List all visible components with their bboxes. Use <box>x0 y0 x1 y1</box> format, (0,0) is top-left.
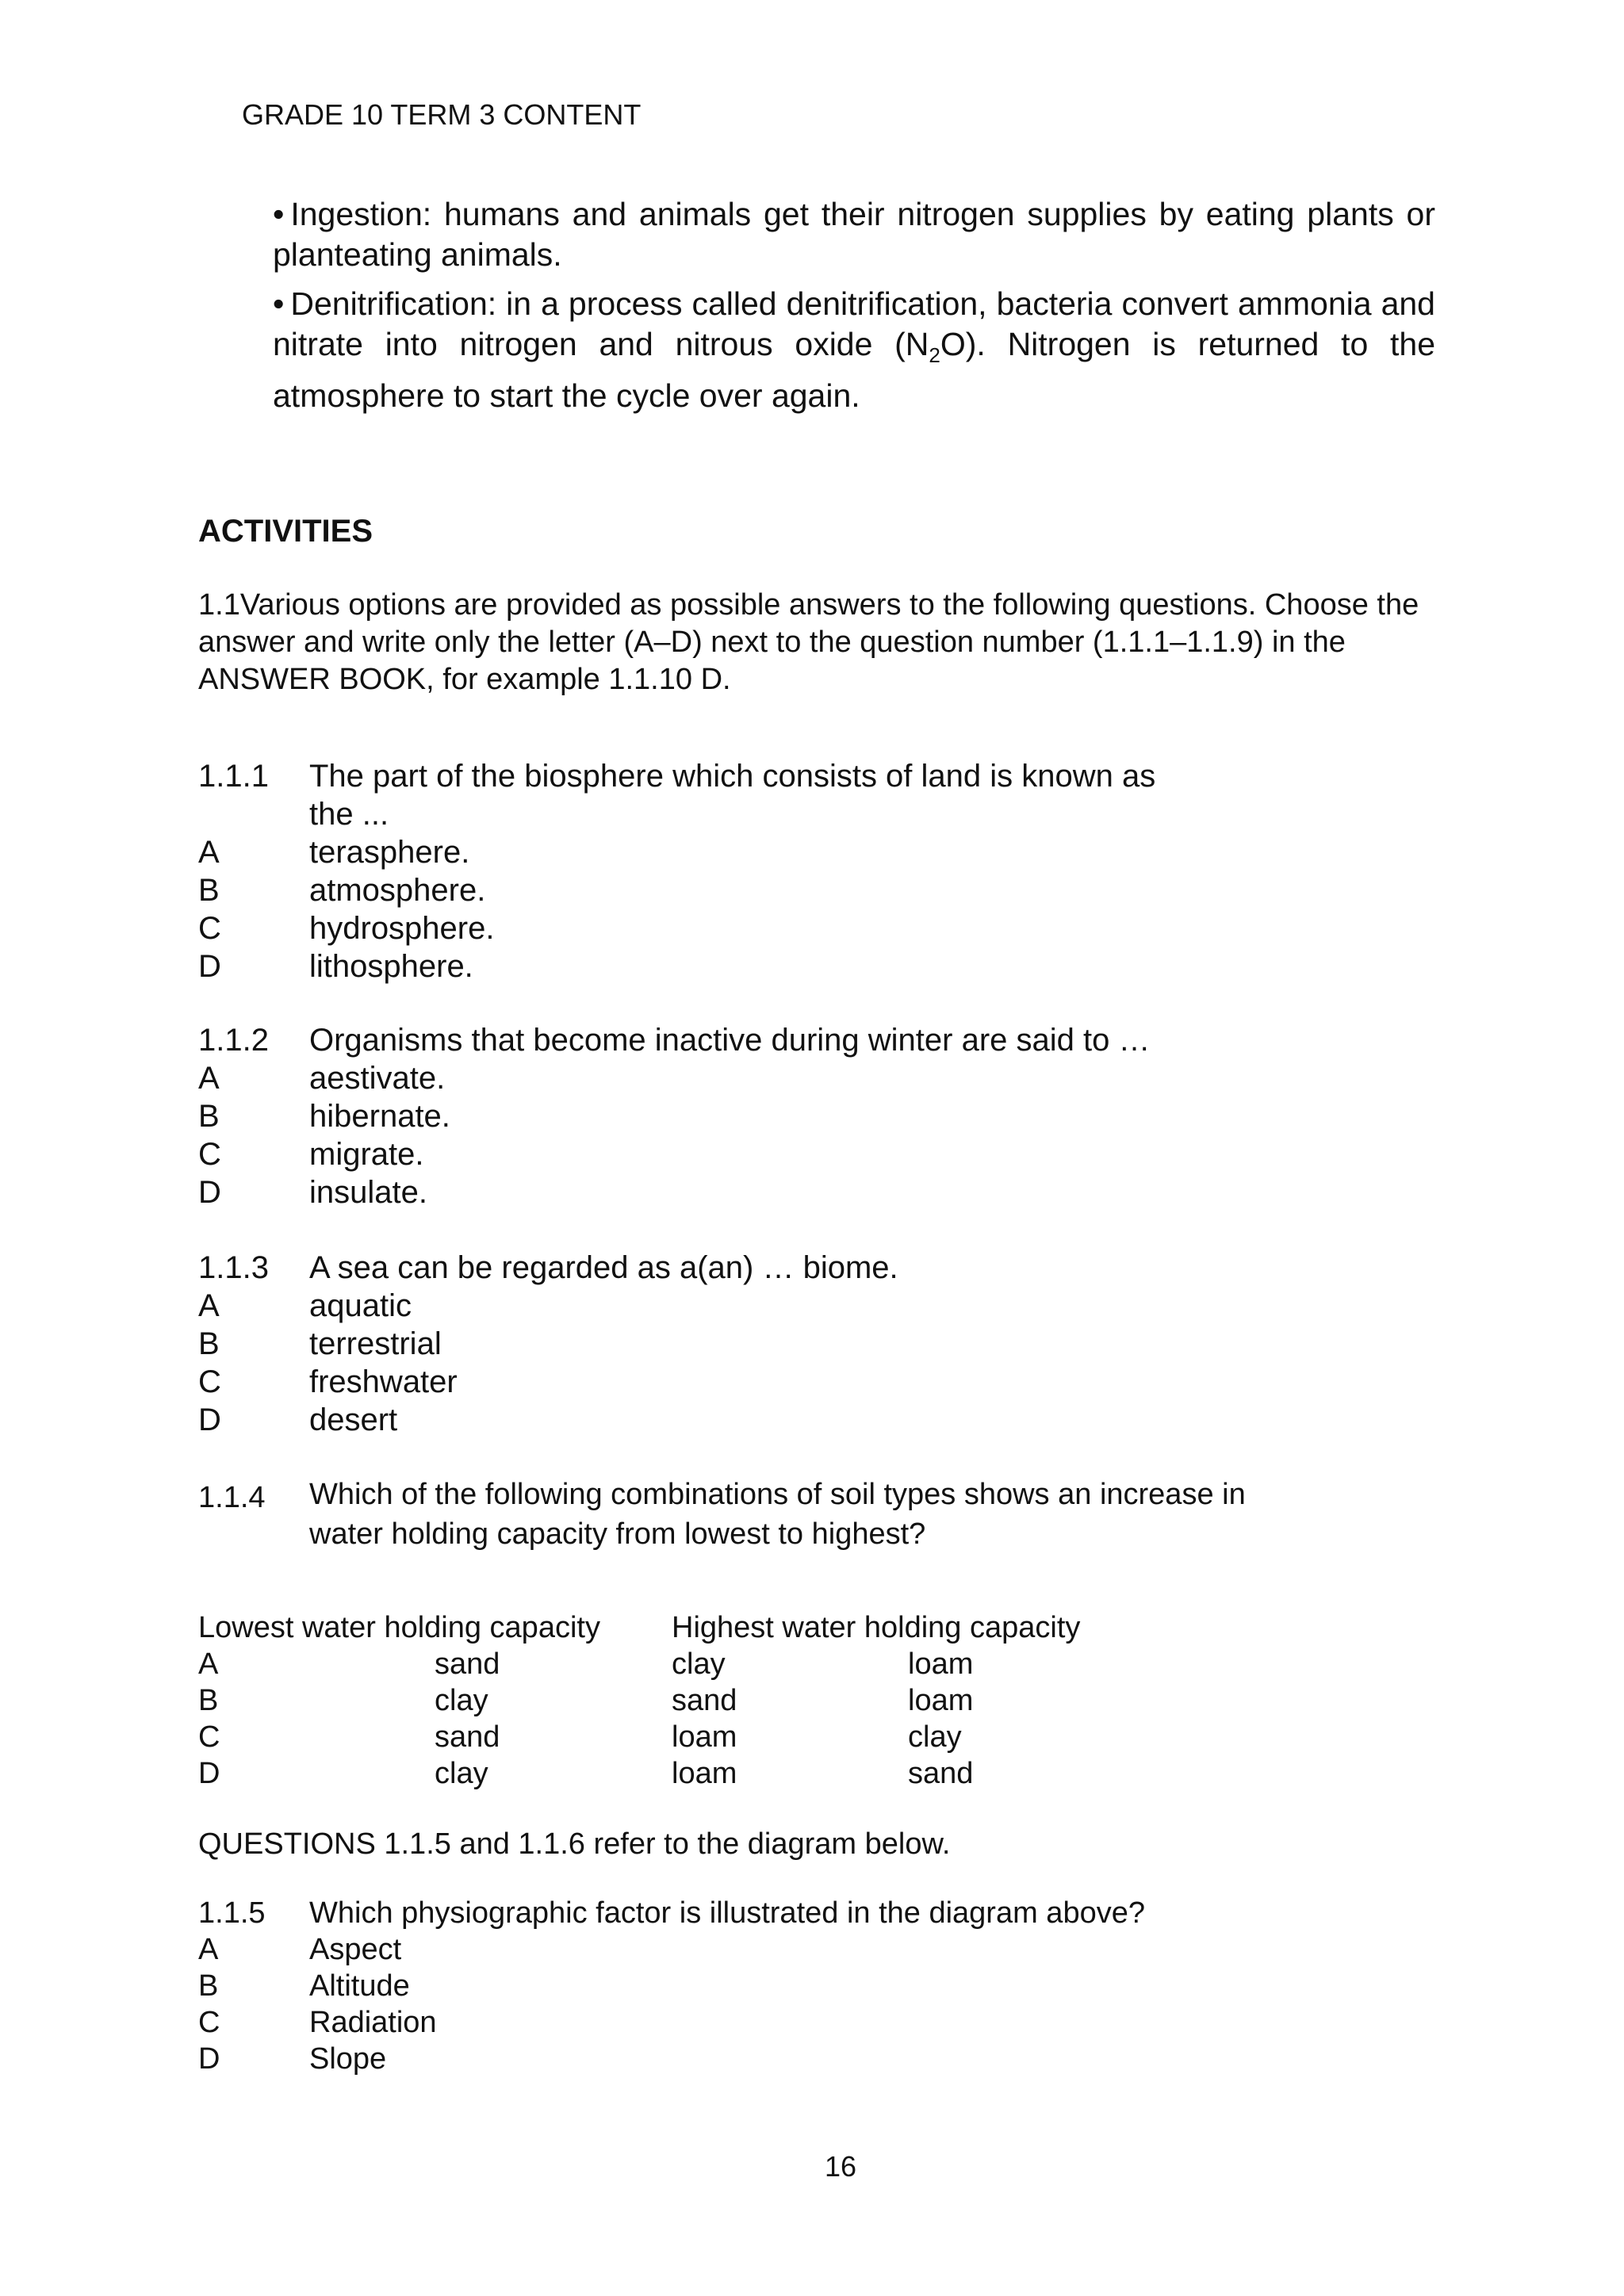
bullet-denitrification <box>273 284 1435 416</box>
question-1-1-1 <box>198 757 1155 985</box>
option-letter: C <box>198 911 221 946</box>
table-row <box>198 1719 1150 1755</box>
option-text: desert <box>309 1402 398 1437</box>
option-letter: A <box>198 835 220 870</box>
option-letter: B <box>198 1969 219 2003</box>
question-stem: Which of the following combinations of soil types shows an increase in <box>309 1478 1246 1511</box>
column-header-highest: Highest water holding capacity <box>672 1611 1081 1644</box>
table-cell: clay <box>908 1720 962 1754</box>
question-stem: Organisms that become inactive during winter are said to … <box>309 1023 1151 1058</box>
option-text: Aspect <box>309 1933 402 1966</box>
bullet-text: Denitrification: in a process called denitrification, bacteria convert ammonia and nitrate into nitrogen and nitrous oxide (N <box>273 285 1435 362</box>
option-text: hydrosphere. <box>309 911 495 946</box>
table-row <box>198 1646 1150 1682</box>
question-1-1-4 <box>198 1476 1246 1552</box>
option-text: terasphere. <box>309 835 470 870</box>
table-cell: sand <box>908 1757 974 1790</box>
option-letter: B <box>198 1099 220 1134</box>
option-text: insulate. <box>309 1175 427 1210</box>
option-letter: D <box>198 2042 220 2076</box>
soil-options-table <box>198 1609 1150 1792</box>
column-header-lowest: Lowest water holding capacity <box>198 1611 600 1644</box>
table-cell: loam <box>672 1720 737 1754</box>
option-text: freshwater <box>309 1364 458 1399</box>
option-letter: D <box>198 1757 220 1790</box>
question-stem: A sea can be regarded as a(an) … biome. <box>309 1250 898 1285</box>
option-letter: A <box>198 1933 219 1966</box>
question-1-1-5 <box>198 1895 1145 2077</box>
table-row <box>198 1682 1150 1719</box>
page-number: 16 <box>825 2150 857 2183</box>
option-letter: B <box>198 873 220 908</box>
bullet-icon: • <box>273 196 285 232</box>
section-heading: ACTIVITIES <box>198 514 373 549</box>
option-text: aquatic <box>309 1288 412 1323</box>
question-stem: water holding capacity from lowest to highest? <box>309 1517 926 1551</box>
table-cell: clay <box>435 1757 488 1790</box>
question-1-1-2 <box>198 1021 1151 1211</box>
question-number: 1.1.5 <box>198 1896 266 1930</box>
option-letter: B <box>198 1326 220 1361</box>
option-letter: C <box>198 2006 220 2039</box>
table-row <box>198 1755 1150 1792</box>
table-header-row <box>198 1609 1150 1646</box>
option-text: Slope <box>309 2042 387 2076</box>
option-letter: C <box>198 1137 221 1172</box>
option-letter: D <box>198 949 221 984</box>
instructions: 1.1Various options are provided as possible answers to the following questions. Choose the answer and write only the letter (A–D) next to the question number (1.1.1–1.1.9) in the ANSWER BOOK, for example 1.1.10 D. <box>198 588 1419 696</box>
question-number: 1.1.4 <box>198 1481 266 1514</box>
question-number: 1.1.2 <box>198 1023 269 1058</box>
option-text: Altitude <box>309 1969 410 2003</box>
table-cell: sand <box>435 1647 500 1681</box>
option-text: terrestrial <box>309 1326 442 1361</box>
option-letter: B <box>198 1684 219 1717</box>
question-stem: the ... <box>309 797 389 832</box>
table-cell: loam <box>908 1647 974 1681</box>
option-letter: A <box>198 1061 220 1096</box>
table-cell: sand <box>435 1720 500 1754</box>
option-letter: C <box>198 1364 221 1399</box>
option-text: hibernate. <box>309 1099 450 1134</box>
question-number: 1.1.3 <box>198 1250 269 1285</box>
option-letter: A <box>198 1288 220 1323</box>
question-number: 1.1.1 <box>198 759 269 794</box>
page-header: GRADE 10 TERM 3 CONTENT <box>242 98 642 131</box>
option-letter: C <box>198 1720 220 1754</box>
table-cell: clay <box>435 1684 488 1717</box>
option-text: migrate. <box>309 1137 424 1172</box>
table-cell: clay <box>672 1647 726 1681</box>
table-cell: loam <box>908 1684 974 1717</box>
bullet-text: Ingestion: humans and animals get their nitrogen supplies by eating plants or planteating animals. <box>273 196 1435 273</box>
option-text: aestivate. <box>309 1061 446 1096</box>
option-text: atmosphere. <box>309 873 486 908</box>
table-cell: sand <box>672 1684 737 1717</box>
option-text: lithosphere. <box>309 949 473 984</box>
subscript: 2 <box>929 343 940 368</box>
bullet-ingestion <box>273 194 1435 275</box>
question-stem: Which physiographic factor is illustrated in the diagram above? <box>309 1896 1145 1930</box>
bullet-text: O). Nitrogen is returned to the atmosphere to start the cycle over again. <box>273 326 1436 415</box>
option-letter: D <box>198 1175 221 1210</box>
option-text: Radiation <box>309 2006 437 2039</box>
question-stem: The part of the biosphere which consists of land is known as <box>309 759 1156 794</box>
option-letter: D <box>198 1402 221 1437</box>
diagram-reference-note: QUESTIONS 1.1.5 and 1.1.6 refer to the diagram below. <box>198 1827 951 1861</box>
option-letter: A <box>198 1647 219 1681</box>
bullet-icon: • <box>273 285 285 322</box>
question-1-1-3 <box>198 1249 898 1439</box>
table-cell: loam <box>672 1757 737 1790</box>
